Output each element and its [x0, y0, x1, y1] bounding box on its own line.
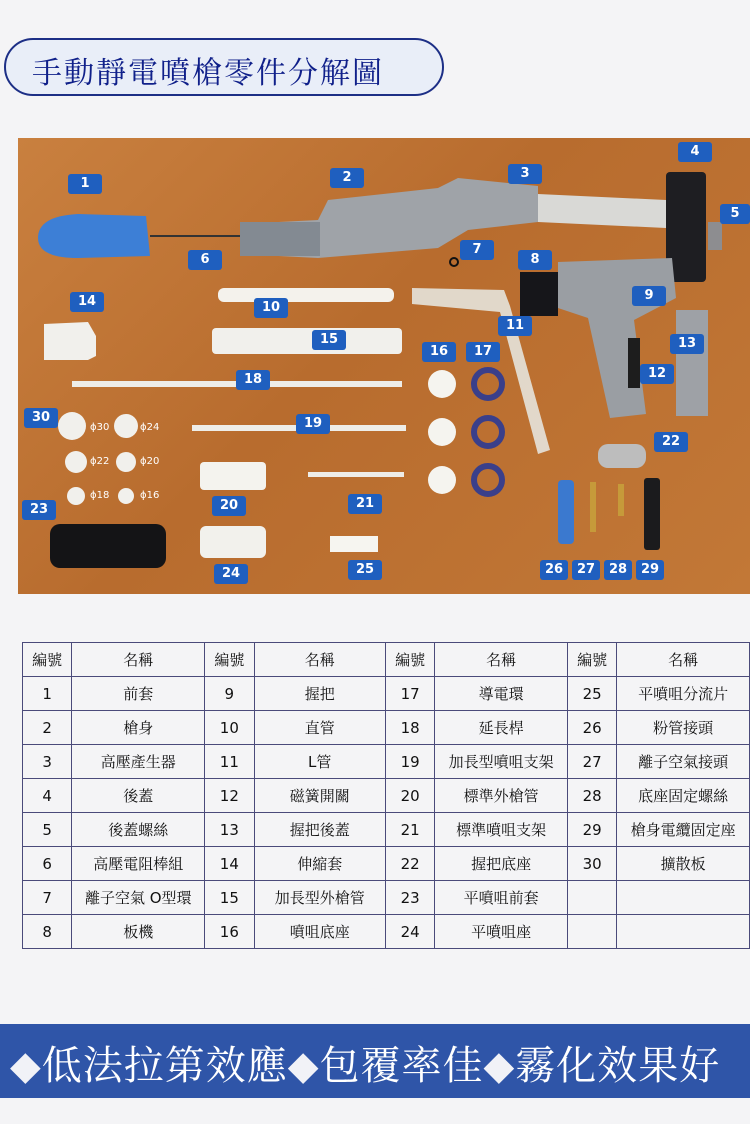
part-label-3: 3: [508, 164, 542, 184]
part-handle-back-cover: [676, 310, 708, 416]
cell-name: [617, 881, 750, 915]
part-label-7: 7: [460, 240, 494, 260]
header-number-1: 編號: [23, 643, 72, 677]
cell-number: 19: [385, 745, 434, 779]
diameter-label-22: ϕ22: [90, 456, 110, 467]
header-name-4: 名稱: [617, 643, 750, 677]
part-cable-holder: [644, 478, 660, 550]
header-number-2: 編號: [205, 643, 254, 677]
cell-number: 15: [205, 881, 254, 915]
diameter-label-20: ϕ20: [140, 456, 160, 467]
slogan-item-1: 低法拉第效應: [41, 1043, 288, 1089]
cell-number: 8: [23, 915, 72, 949]
cell-name: 握把: [254, 677, 385, 711]
cell-number: 29: [567, 813, 616, 847]
diffuser-plate-24: [114, 414, 138, 438]
cell-number: 1: [23, 677, 72, 711]
table-row: [23, 915, 750, 949]
table-row: [23, 881, 750, 915]
cell-name: 伸縮套: [254, 847, 385, 881]
part-label-10: 10: [254, 298, 288, 318]
cell-name: 加長型噴咀支架: [435, 745, 568, 779]
slogan-item-3: 霧化效果好: [515, 1043, 721, 1089]
cell-name: 噴咀底座: [254, 915, 385, 949]
cell-number: 16: [205, 915, 254, 949]
part-handle: [558, 258, 676, 418]
part-standard-barrel: [200, 462, 266, 490]
part-front-cover: [38, 214, 150, 258]
table-row: [23, 711, 750, 745]
cell-name: 後蓋螺絲: [72, 813, 205, 847]
cell-number: 3: [23, 745, 72, 779]
part-gun-body-thread: [240, 222, 320, 256]
part-label-19: 19: [296, 414, 330, 434]
part-label-13: 13: [670, 334, 704, 354]
cell-name: 磁簧開關: [254, 779, 385, 813]
page-title: 手動靜電噴槍零件分解圖: [32, 56, 384, 91]
cell-number: 10: [205, 711, 254, 745]
part-flat-nozzle-cover: [50, 524, 166, 568]
header-number-4: 編號: [567, 643, 616, 677]
part-label-18: 18: [236, 370, 270, 390]
cell-name: 擴散板: [617, 847, 750, 881]
header-name-2: 名稱: [254, 643, 385, 677]
cell-number: 12: [205, 779, 254, 813]
table-row: [23, 779, 750, 813]
cell-name: 底座固定螺絲: [617, 779, 750, 813]
cell-name: 離子空氣 O型環: [72, 881, 205, 915]
part-label-27: 27: [572, 560, 600, 580]
table-header-row: [23, 643, 750, 677]
diamond-icon: ◆: [483, 1043, 516, 1089]
cell-number: 5: [23, 813, 72, 847]
part-label-24: 24: [214, 564, 248, 584]
part-label-11: 11: [498, 316, 532, 336]
table-row: [23, 677, 750, 711]
part-flat-nozzle-splitter: [330, 536, 378, 552]
part-label-30: 30: [24, 408, 58, 428]
part-label-29: 29: [636, 560, 664, 580]
part-label-6: 6: [188, 250, 222, 270]
cell-number: 9: [205, 677, 254, 711]
cell-name: 後蓋: [72, 779, 205, 813]
diameter-label-16: ϕ16: [140, 490, 160, 501]
cell-name: 槍身: [72, 711, 205, 745]
part-label-17: 17: [466, 342, 500, 362]
cell-number: [567, 915, 616, 949]
diffuser-plate-18: [67, 487, 85, 505]
cell-name: 標準外槍管: [435, 779, 568, 813]
part-label-20: 20: [212, 496, 246, 516]
part-label-2: 2: [330, 168, 364, 188]
diameter-label-30: ϕ30: [90, 422, 110, 433]
cell-number: 24: [385, 915, 434, 949]
slogan-banner: [0, 1024, 750, 1098]
part-nozzle-base-1: [428, 370, 456, 398]
cell-name: [617, 915, 750, 949]
diamond-icon: ◆: [10, 1043, 42, 1089]
part-handle-base: [598, 444, 646, 468]
part-base-screw: [618, 484, 624, 516]
cell-number: 11: [205, 745, 254, 779]
part-label-15: 15: [312, 330, 346, 350]
cell-number: 27: [567, 745, 616, 779]
header-number-3: 編號: [385, 643, 434, 677]
cell-number: 18: [385, 711, 434, 745]
part-label-9: 9: [632, 286, 666, 306]
part-ion-air-connector: [590, 482, 596, 532]
cell-name: 加長型外槍管: [254, 881, 385, 915]
part-label-1: 1: [68, 174, 102, 194]
header-name-3: 名稱: [435, 643, 568, 677]
part-label-22: 22: [654, 432, 688, 452]
cell-name: 握把後蓋: [254, 813, 385, 847]
diffuser-plate-22: [65, 451, 87, 473]
part-conductive-ring-1: [474, 370, 502, 398]
cell-name: 高壓產生器: [72, 745, 205, 779]
part-reed-switch: [628, 338, 640, 388]
part-back-cover-screw: [708, 222, 722, 250]
cell-number: 21: [385, 813, 434, 847]
table-row: [23, 745, 750, 779]
part-label-14: 14: [70, 292, 104, 312]
cell-name: 延長桿: [435, 711, 568, 745]
part-label-5: 5: [720, 204, 750, 224]
cell-name: 標準噴咀支架: [435, 813, 568, 847]
cell-number: 23: [385, 881, 434, 915]
header-name-1: 名稱: [72, 643, 205, 677]
part-o-ring: [450, 258, 458, 266]
table-row: [23, 813, 750, 847]
cell-name: 平噴咀座: [435, 915, 568, 949]
diamond-icon: ◆: [287, 1043, 320, 1089]
cell-number: 7: [23, 881, 72, 915]
part-label-28: 28: [604, 560, 632, 580]
cell-name: 平噴咀分流片: [617, 677, 750, 711]
parts-table: [22, 642, 750, 949]
cell-name: 平噴咀前套: [435, 881, 568, 915]
cell-name: 板機: [72, 915, 205, 949]
part-straight-tube: [218, 288, 394, 302]
part-powder-hose-connector: [558, 480, 574, 544]
part-conductive-ring-3: [474, 466, 502, 494]
cell-name: 前套: [72, 677, 205, 711]
part-extended-barrel: [212, 328, 402, 354]
part-nozzle-base-2: [428, 418, 456, 446]
cell-number: 20: [385, 779, 434, 813]
part-label-23: 23: [22, 500, 56, 520]
part-label-26: 26: [540, 560, 568, 580]
cell-name: L管: [254, 745, 385, 779]
cell-name: 握把底座: [435, 847, 568, 881]
title-banner: [4, 38, 444, 96]
slogan-item-2: 包覆率佳: [319, 1043, 484, 1089]
cell-number: 6: [23, 847, 72, 881]
cell-name: 導電環: [435, 677, 568, 711]
cell-number: 4: [23, 779, 72, 813]
cell-number: 28: [567, 779, 616, 813]
part-nozzle-base-3: [428, 466, 456, 494]
diffuser-plate-20: [116, 452, 136, 472]
cell-name: 離子空氣接頭: [617, 745, 750, 779]
cell-number: 26: [567, 711, 616, 745]
part-label-8: 8: [518, 250, 552, 270]
part-label-25: 25: [348, 560, 382, 580]
part-label-12: 12: [640, 364, 674, 384]
cell-number: 30: [567, 847, 616, 881]
part-standard-nozzle-holder: [308, 472, 404, 477]
part-hv-generator: [538, 194, 666, 228]
part-conductive-ring-2: [474, 418, 502, 446]
cell-number: 22: [385, 847, 434, 881]
cell-number: [567, 881, 616, 915]
diameter-label-24: ϕ24: [140, 422, 160, 433]
cell-number: 25: [567, 677, 616, 711]
diffuser-plate-16: [118, 488, 134, 504]
table-row: [23, 847, 750, 881]
cell-name: 粉管接頭: [617, 711, 750, 745]
exploded-view-photo: [18, 138, 750, 594]
cell-name: 直管: [254, 711, 385, 745]
slogan-text: [10, 1034, 720, 1091]
diameter-label-18: ϕ18: [90, 490, 110, 501]
cell-number: 2: [23, 711, 72, 745]
part-label-16: 16: [422, 342, 456, 362]
cell-number: 13: [205, 813, 254, 847]
part-telescopic-sleeve: [44, 322, 96, 360]
cell-name: 槍身電纜固定座: [617, 813, 750, 847]
cell-name: 高壓電阻棒組: [72, 847, 205, 881]
cell-number: 17: [385, 677, 434, 711]
part-label-21: 21: [348, 494, 382, 514]
part-flat-nozzle-seat: [200, 526, 266, 558]
part-label-4: 4: [678, 142, 712, 162]
cell-number: 14: [205, 847, 254, 881]
part-trigger: [520, 272, 558, 316]
diffuser-plate-30: [58, 412, 86, 440]
